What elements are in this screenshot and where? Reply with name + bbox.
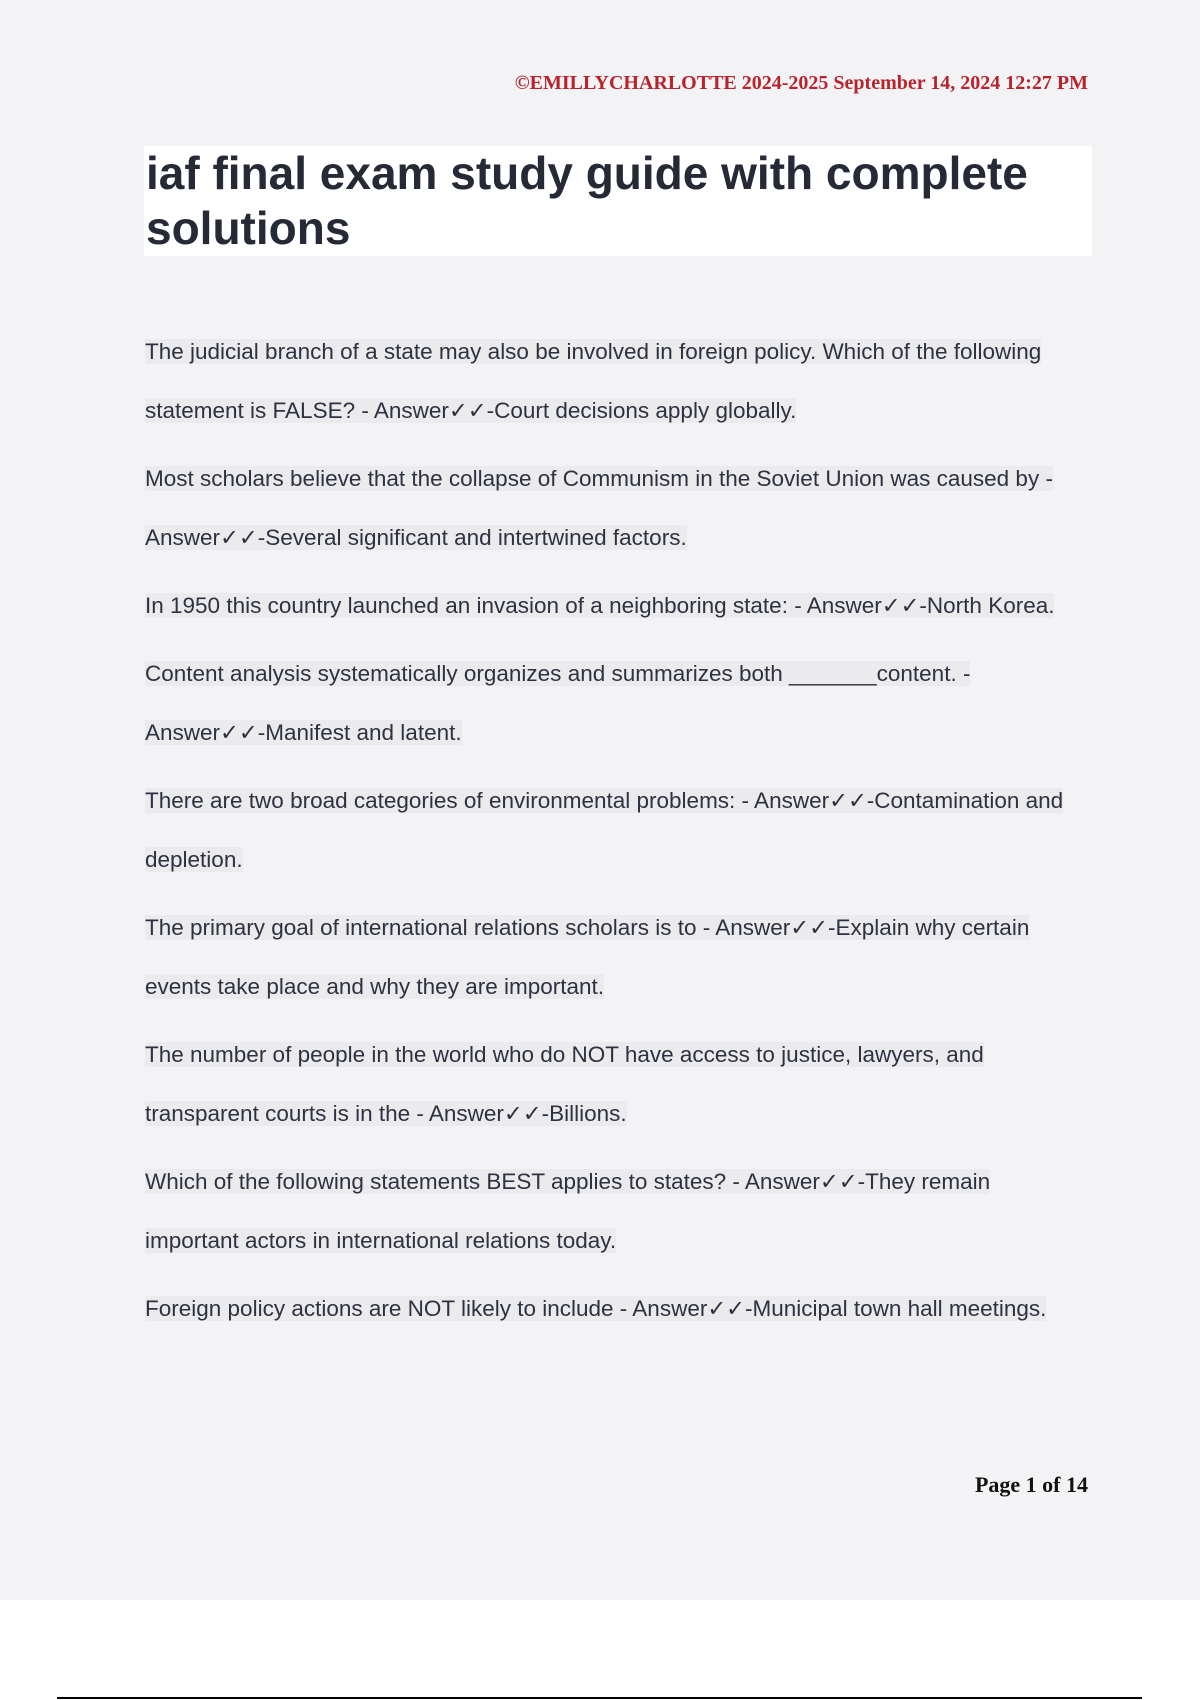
qa-item-text: Most scholars believe that the collapse of Communism in the Soviet Union was caused by - Answer✓✓-Several significant and intertwined factors.: [145, 466, 1053, 550]
qa-item-text: The judicial branch of a state may also be involved in foreign policy. Which of the following statement is FALSE? - Answer✓✓-Court decisions apply globally.: [145, 339, 1042, 423]
qa-item: [145, 898, 1090, 1016]
qa-item: [145, 1279, 1090, 1338]
qa-item-text: The primary goal of international relations scholars is to - Answer✓✓-Explain why certain events take place and why they are important.: [145, 915, 1030, 999]
qa-item-text: In 1950 this country launched an invasion of a neighboring state: - Answer✓✓-North Korea.: [145, 593, 1055, 618]
qa-item: [145, 1152, 1090, 1270]
qa-item: [145, 1025, 1090, 1143]
qa-item-text: The number of people in the world who do NOT have access to justice, lawyers, and transparent courts is in the - Answer✓✓-Billions.: [145, 1042, 984, 1126]
qa-item-text: Content analysis systematically organizes and summarizes both _______content. - Answer✓✓-Manifest and latent.: [145, 661, 971, 745]
qa-item-text: There are two broad categories of environmental problems: - Answer✓✓-Contamination and depletion.: [145, 788, 1064, 872]
qa-item: [145, 449, 1090, 567]
page-number: Page 1 of 14: [974, 1472, 1088, 1497]
page-title: iaf final exam study guide with complete solutions: [146, 147, 1028, 254]
qa-item: [145, 644, 1090, 762]
qa-item: [145, 771, 1090, 889]
title-box: [144, 146, 1092, 256]
qa-list: [145, 322, 1090, 1338]
copyright-stamp: ©EMILLYCHARLOTTE 2024-2025 September 14, 2024 12:27 PM: [514, 72, 1088, 94]
qa-item-text: Foreign policy actions are NOT likely to include - Answer✓✓-Municipal town hall meetings.: [145, 1296, 1047, 1321]
qa-item: [145, 576, 1090, 635]
qa-item-text: Which of the following statements BEST applies to states? - Answer✓✓-They remain important actors in international relations today.: [145, 1169, 991, 1253]
page-divider: [57, 1697, 1142, 1699]
qa-item: [145, 322, 1090, 440]
